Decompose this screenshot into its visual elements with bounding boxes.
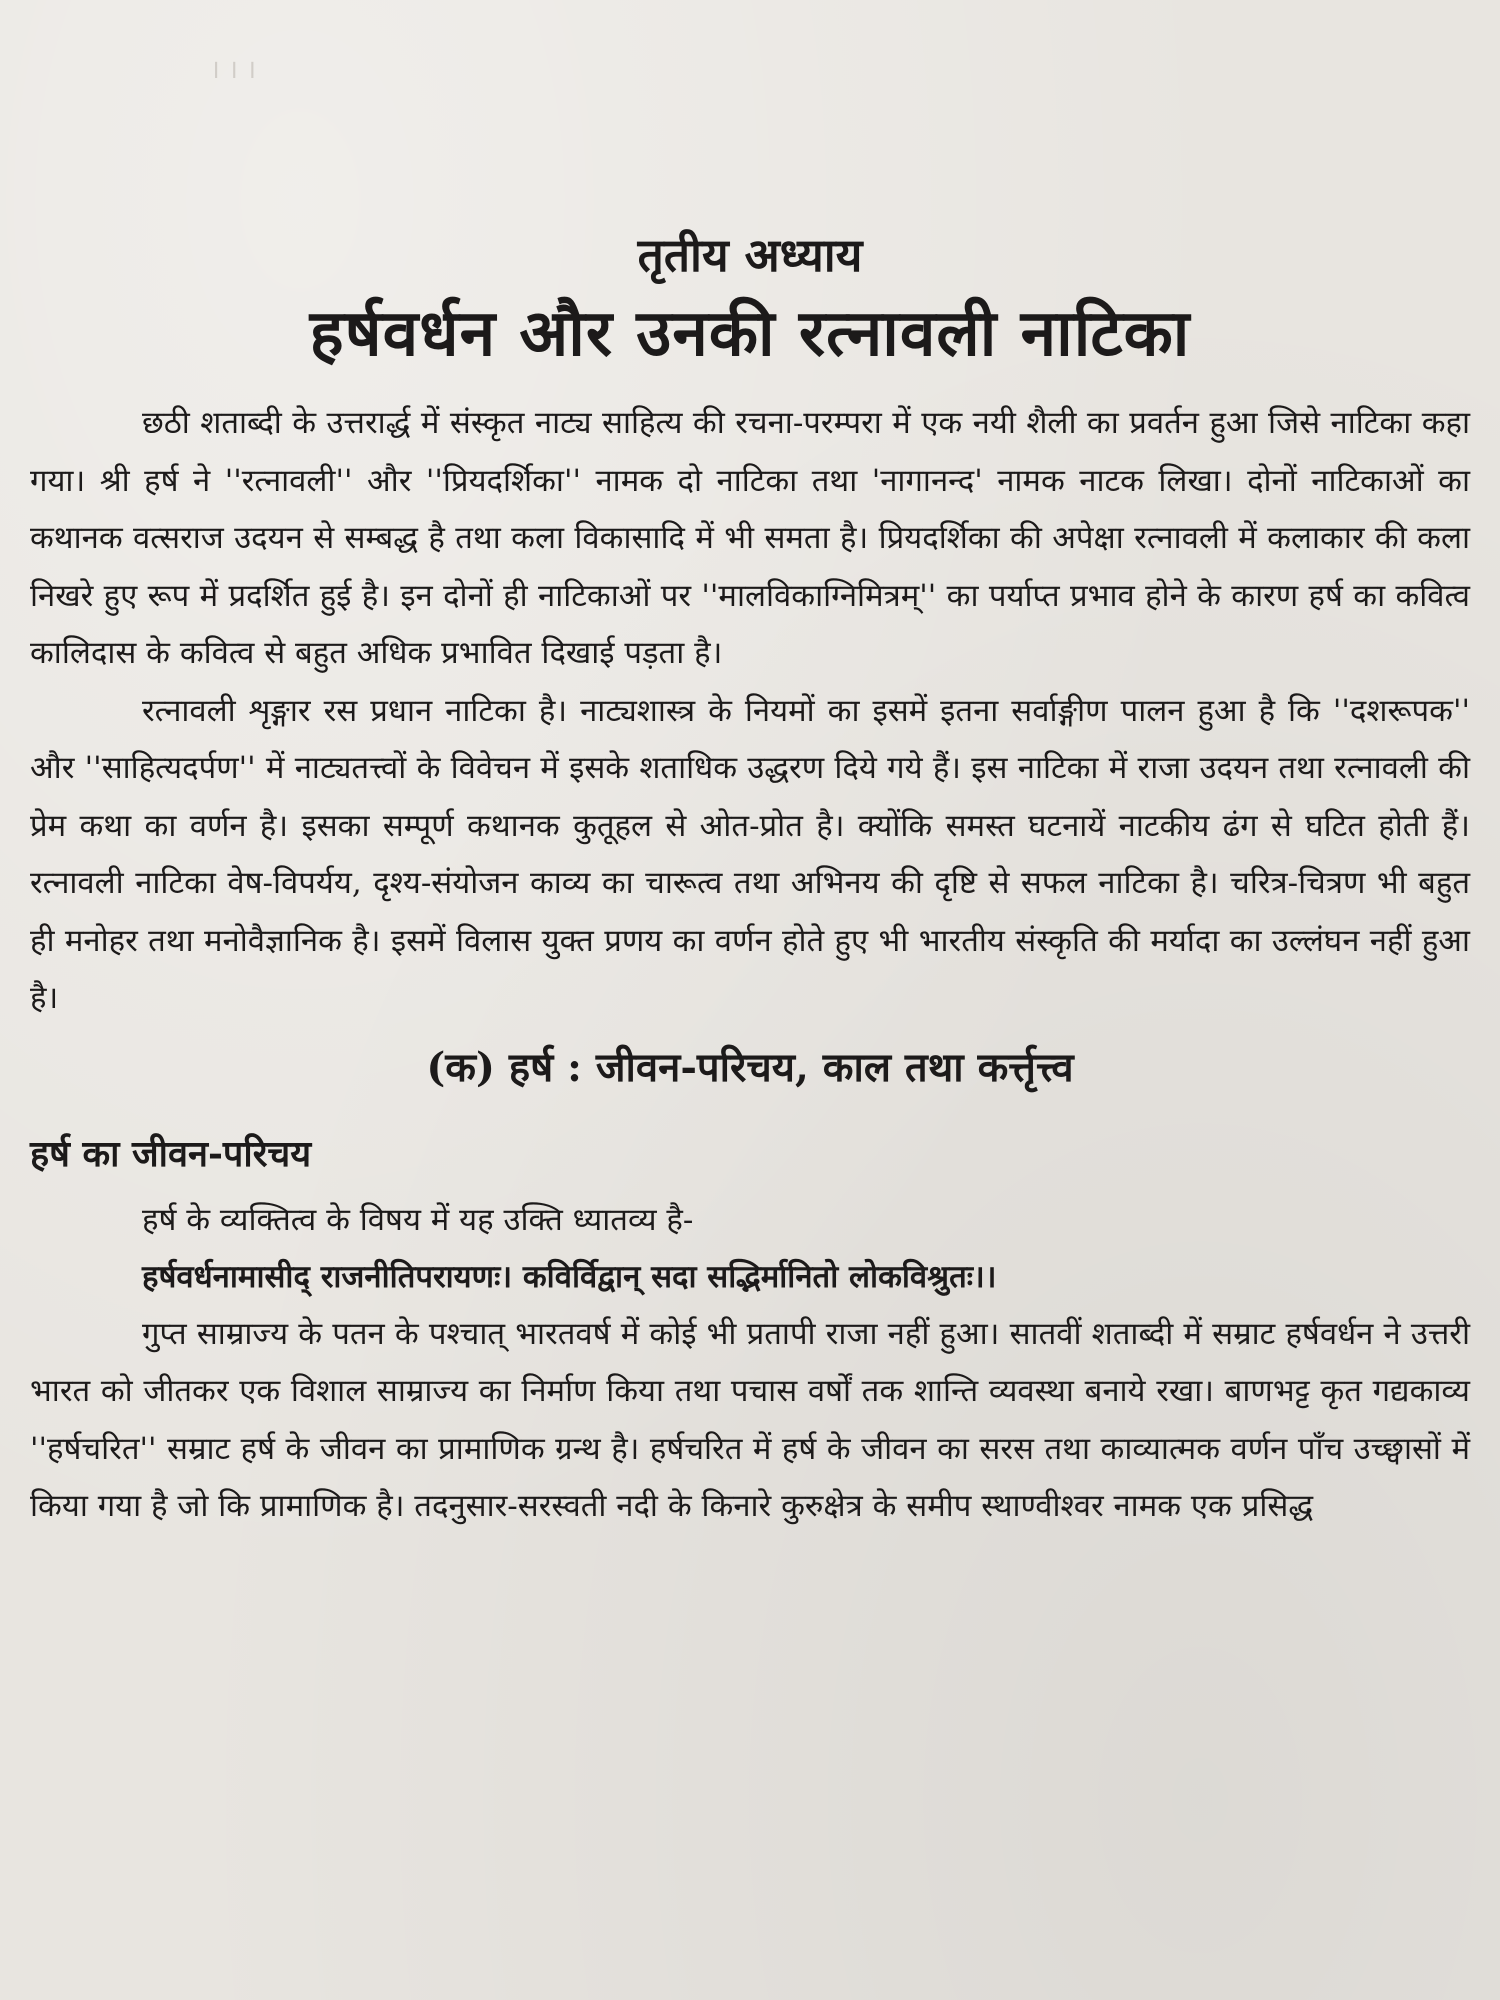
intro-line: हर्ष के व्यक्तित्व के विषय में यह उक्ति ध्यातव्य है- (142, 1201, 694, 1238)
sub-heading: हर्ष का जीवन-परिचय (30, 1132, 312, 1175)
sanskrit-verse: हर्षवर्धनामासीद् राजनीतिपरायणः। कविर्विद्वान् सदा सद्भिर्मानितो लोकविश्रुतः।। (142, 1258, 997, 1295)
bleed-through-text: । । । (210, 55, 257, 85)
paragraph-2: रत्नावली शृङ्गार रस प्रधान नाटिका है। नाट्यशास्त्र के नियमों का इसमें इतना सर्वाङ्गीण पालन हुआ है कि ''दशरूपक'' और ''साहित्यदर्पण'' में नाट्यतत्त्वों के विवेचन में इसके शताधिक उद्धरण दिये गये हैं। इस नाटिका में राजा उदयन तथा रत्नावली की प्रेम कथा का वर्णन है। इसका सम्पूर्ण कथानक कुतूहल से ओत-प्रोत है। क्योंकि समस्त घटनायें नाटकीय ढंग से घटित होती हैं। रत्नावली नाटिका वेष-विपर्यय, दृश्य-संयोजन काव्य का चारूत्व तथा अभिनय की दृष्टि से सफल नाटिका है। चरित्र-चित्रण भी बहुत ही मनोहर तथा मनोवैज्ञानिक है। इसमें विलास युक्त प्रणय का वर्णन होते हुए भी भारतीय संस्कृति की मर्यादा का उल्लंघन नहीं हुआ है। (30, 692, 1470, 1016)
chapter-label: तृतीय अध्याय (637, 228, 863, 282)
page-content (30, 225, 1470, 1536)
paragraph-3: गुप्त साम्राज्य के पतन के पश्चात् भारतवर्ष में कोई भी प्रतापी राजा नहीं हुआ। सातवीं शताब्दी में सम्राट हर्षवर्धन ने उत्तरी भारत को जीतकर एक विशाल साम्राज्य का निर्माण किया तथा पचास वर्षों तक शान्ति व्यवस्था बनाये रखा। बाणभट्ट कृत गद्यकाव्य ''हर्षचरित'' सम्राट हर्ष के जीवन का प्रामाणिक ग्रन्थ है। हर्षचरित में हर्ष के जीवन का सरस तथा काव्यात्मक वर्णन पाँच उच्छ्वासों में किया गया है जो कि प्रामाणिक है। तदनुसार-सरस्वती नदी के किनारे कुरुक्षेत्र के समीप स्थाण्वीश्वर नामक एक प्रसिद्ध (30, 1315, 1470, 1524)
section-title: (क) हर्ष : जीवन-परिचय, काल तथा कर्त्तृत्त्व (426, 1043, 1074, 1091)
paragraph-1: छठी शताब्दी के उत्तरार्द्ध में संस्कृत नाट्य साहित्य की रचना-परम्परा में एक नयी शैली का प्रवर्तन हुआ जिसे नाटिका कहा गया। श्री हर्ष ने ''रत्नावली'' और ''प्रियदर्शिका'' नामक दो नाटिका तथा 'नागानन्द' नामक नाटक लिखा। दोनों नाटिकाओं का कथानक वत्सराज उदयन से सम्बद्ध है तथा कला विकासादि में भी समता है। प्रियदर्शिका की अपेक्षा रत्नावली में कलाकार की कला निखरे हुए रूप में प्रदर्शित हुई है। इन दोनों ही नाटिकाओं पर ''मालविकाग्निमित्रम्'' का पर्याप्त प्रभाव होने के कारण हर्ष का कवित्व कालिदास के कवित्व से बहुत अधिक प्रभावित दिखाई पड़ता है। (30, 405, 1470, 671)
chapter-title: हर्षवर्धन और उनकी रत्नावली नाटिका (309, 296, 1191, 371)
